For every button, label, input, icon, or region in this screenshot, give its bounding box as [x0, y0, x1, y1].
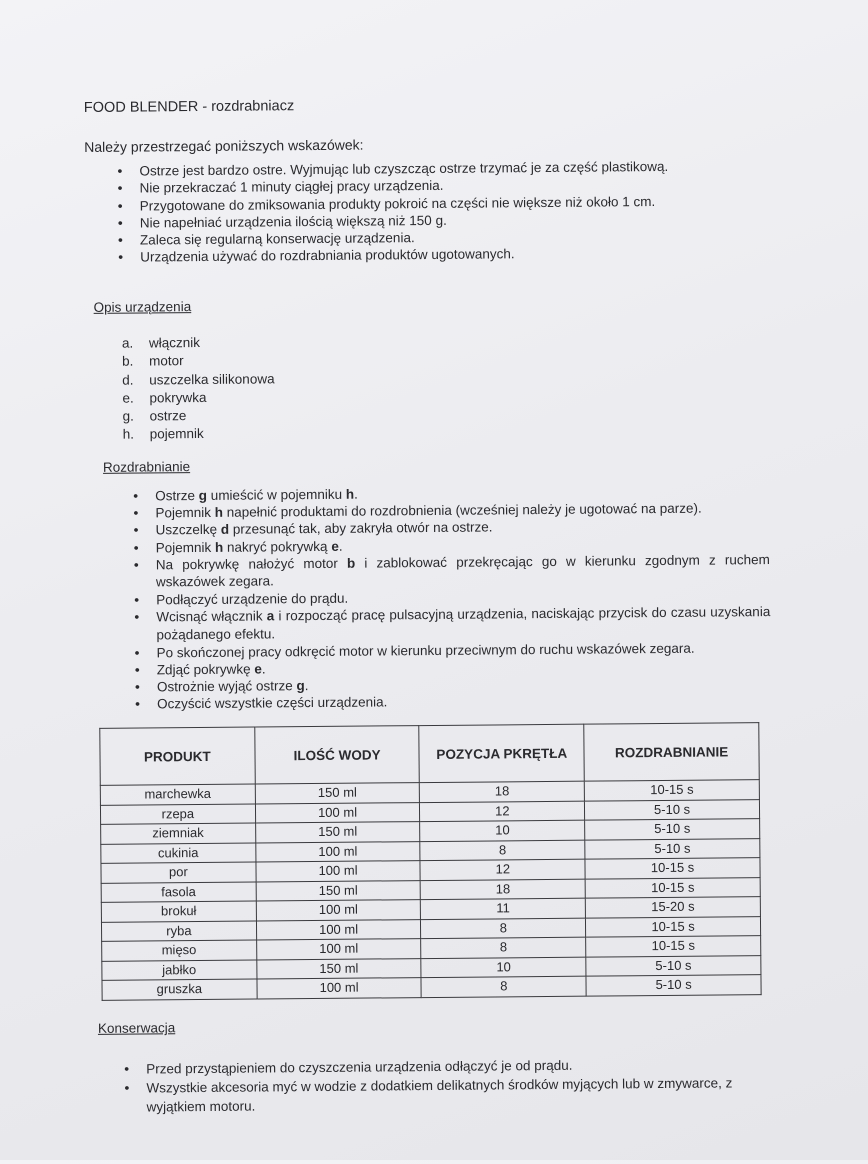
step-item: • Na pokrywkę nałożyć motor b i zablokować przekręcając go w kierunku zgodnym z ruchem wskazówek zegara. — [130, 551, 770, 591]
cell-knob-position: 12 — [420, 801, 585, 822]
document-title: FOOD BLENDER - rozdrabniacz — [83, 98, 295, 117]
cell-knob-position: 8 — [421, 918, 586, 939]
part-name: ostrze — [149, 408, 187, 424]
cell-water: 100 ml — [255, 802, 420, 823]
cell-product: gruszka — [102, 979, 257, 1000]
part-name: włącznik — [148, 334, 200, 351]
step-item: • Zdjąć pokrywkę e. — [131, 656, 771, 679]
cell-knob-position: 8 — [421, 976, 586, 997]
cell-water: 150 ml — [255, 783, 420, 804]
part-name: pojemnik — [149, 426, 204, 442]
cell-chopping-time: 5-10 s — [585, 799, 760, 820]
cell-chopping-time: 10-15 s — [586, 936, 761, 957]
cell-chopping-time: 10-15 s — [585, 858, 760, 879]
header-product: PRODUKT — [100, 727, 255, 785]
warning-item: • Ostrze jest bardzo ostre. Wyjmując lub czyszcząc ostrze trzymać je za część plastikową. — [113, 157, 733, 180]
cell-product: marchewka — [100, 784, 255, 805]
cell-chopping-time: 15-20 s — [585, 897, 760, 918]
step-item: • Pojemnik h napełnić produktami do rozdrobnienia (wcześniej należy je ugotować na parze). — [129, 499, 769, 522]
cell-water: 150 ml — [255, 822, 420, 843]
table-header-row — [100, 723, 759, 786]
cell-water: 150 ml — [256, 880, 421, 901]
part-item — [122, 370, 274, 390]
parts-list — [122, 333, 275, 444]
part-name: motor — [149, 353, 184, 369]
warning-item: • Urządzenia używać do rozdrabniania produktów ugotowanych. — [114, 244, 734, 267]
table-body — [100, 780, 761, 1000]
part-letter: d. — [122, 372, 134, 388]
chopping-steps-list — [129, 482, 771, 713]
cell-product: jabłko — [102, 960, 257, 981]
warning-item: • Zaleca się regularną konserwację urządzenia. — [114, 227, 734, 250]
cell-knob-position: 18 — [421, 879, 586, 900]
cell-knob-position: 11 — [421, 898, 586, 919]
cell-knob-position: 18 — [420, 781, 585, 802]
cell-water: 100 ml — [257, 978, 422, 999]
cell-water: 100 ml — [256, 861, 421, 882]
step-item: • Ostrze g umieścić w pojemniku h. — [129, 482, 769, 505]
cell-knob-position: 10 — [420, 820, 585, 841]
cell-product: rzepa — [100, 804, 255, 825]
part-item — [122, 333, 274, 353]
cell-product: ziemniak — [101, 823, 256, 844]
part-item — [122, 407, 274, 427]
part-letter: h. — [122, 427, 135, 443]
cell-chopping-time: 10-15 s — [584, 780, 759, 801]
intro-text: Należy przestrzegać poniższych wskazówek: — [84, 136, 364, 156]
part-letter: b. — [122, 353, 134, 369]
step-item: • Wcisnąć włącznik a i rozpocząć pracę pulsacyjną urządzenia, naciskając przycisk do czasu uzyskania pożądanego efektu. — [130, 603, 770, 643]
cell-chopping-time: 10-15 s — [586, 916, 761, 937]
cell-chopping-time: 10-15 s — [585, 877, 760, 898]
cell-water: 100 ml — [256, 900, 421, 921]
cell-knob-position: 8 — [420, 840, 585, 861]
cell-knob-position: 8 — [421, 937, 586, 958]
header-water: ILOŚĆ WODY — [254, 726, 419, 784]
part-letter: g. — [122, 408, 134, 424]
step-item: • Uszczelkę d przesunąć tak, aby zakryła otwór na ostrze. — [129, 516, 769, 539]
maintenance-list — [120, 1054, 740, 1116]
cell-product: fasola — [101, 882, 256, 903]
step-item: • Pojemnik h nakryć pokrywką e. — [130, 534, 770, 557]
cell-chopping-time: 5-10 s — [586, 975, 761, 996]
step-item: • Ostrożnie wyjąć ostrze g. — [131, 673, 771, 696]
step-item: • Po skończonej pracy odkręcić motor w kierunku przeciwnym do ruchu wskazówek zegara. — [131, 639, 771, 662]
header-chopping-time: ROZDRABNIANIE — [584, 723, 759, 782]
chopping-heading: Rozdrabnianie — [102, 459, 191, 475]
header-knob-position: POZYCJA PKRĘTŁA — [419, 724, 584, 782]
part-item — [123, 425, 275, 445]
warning-item: • Nie napełniać urządzenia ilością większą niż 150 g. — [114, 209, 734, 232]
warning-item: • Przygotowane do zmiksowania produkty pokroić na części nie większe niż około 1 cm. — [114, 192, 734, 215]
cell-water: 100 ml — [255, 841, 420, 862]
part-letter: e. — [122, 390, 134, 406]
maintenance-item: • Przed przystąpieniem do czyszczenia urządzenia odłączyć je od prądu. — [120, 1054, 740, 1078]
cell-water: 100 ml — [256, 939, 421, 960]
cell-product: ryba — [101, 921, 256, 942]
cell-knob-position: 10 — [421, 957, 586, 978]
cell-product: por — [101, 862, 256, 883]
warnings-list — [113, 157, 734, 266]
part-name: pokrywka — [149, 389, 207, 406]
part-letter: a. — [121, 335, 134, 351]
cell-chopping-time: 5-10 s — [586, 955, 761, 976]
description-heading: Opis urządzenia — [93, 299, 192, 315]
part-item — [122, 352, 274, 372]
cell-water: 150 ml — [256, 958, 421, 979]
cell-product: brokuł — [101, 901, 256, 922]
cell-chopping-time: 5-10 s — [585, 819, 760, 840]
cell-product: mięso — [102, 940, 257, 961]
cell-knob-position: 12 — [420, 859, 585, 880]
step-item: • Oczyścić wszystkie części urządzenia. — [131, 690, 771, 713]
cell-product: cukinia — [101, 843, 256, 864]
maintenance-heading: Konserwacja — [97, 1020, 176, 1036]
part-name: uszczelka silikonowa — [149, 370, 275, 388]
settings-table — [99, 722, 761, 1000]
warning-item: • Nie przekraczać 1 minuty ciągłej pracy urządzenia. — [113, 175, 733, 198]
step-item: • Podłączyć urządzenie do prądu. — [130, 586, 770, 609]
cell-chopping-time: 5-10 s — [585, 838, 760, 859]
part-item — [122, 388, 274, 408]
maintenance-item: • Wszystkie akcesoria myć w wodzie z dodatkiem delikatnych środków myjących lub w zmywarce, z wyjątkiem motoru. — [120, 1073, 740, 1116]
cell-water: 100 ml — [256, 919, 421, 940]
